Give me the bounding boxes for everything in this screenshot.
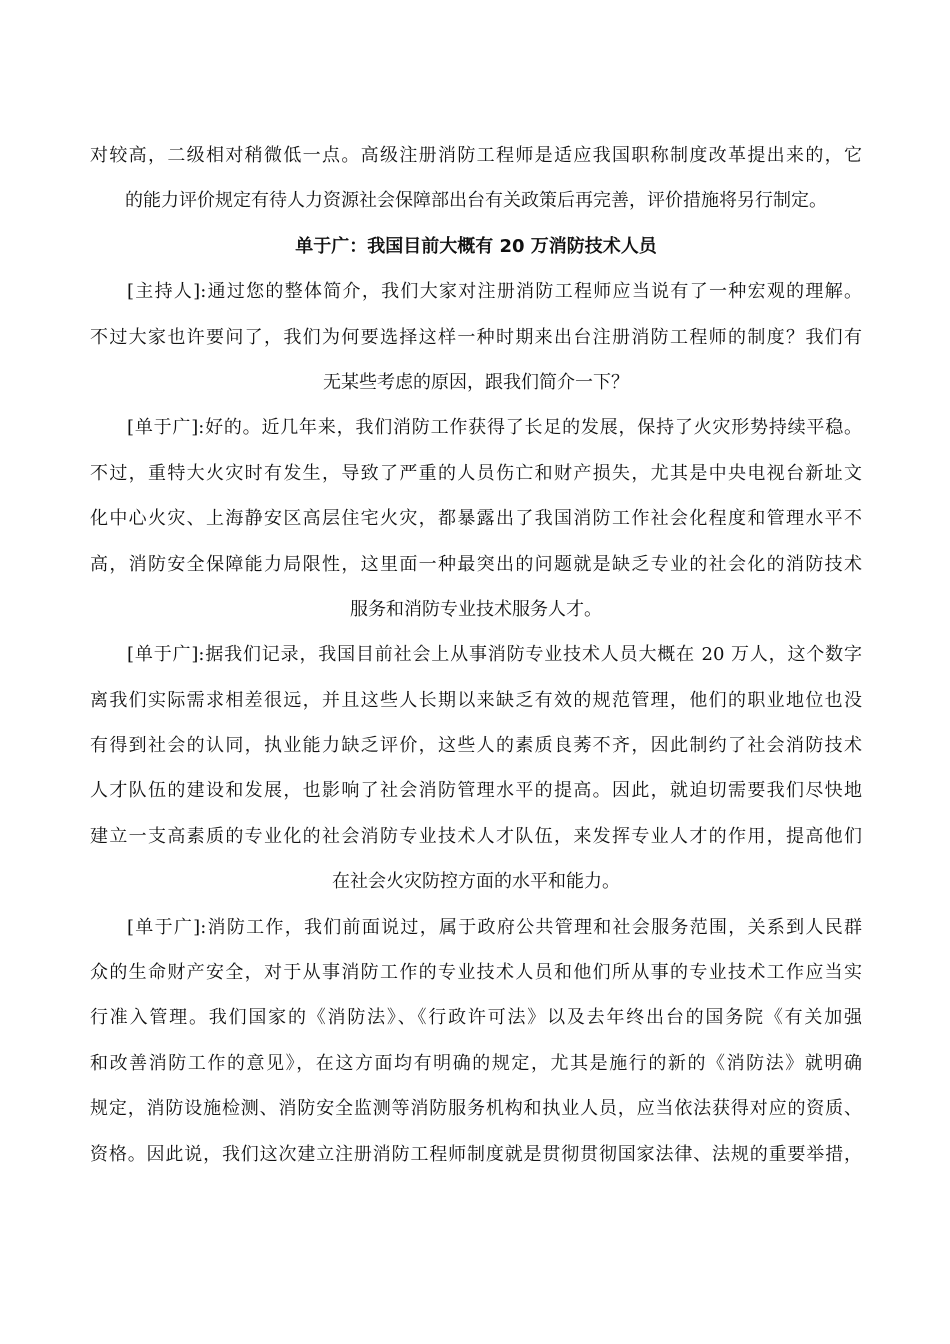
- text-line: [单于广]:据我们记录，我国目前社会上从事消防专业技术人员大概在 20 万人，这个数字: [127, 644, 862, 666]
- text-line: 离我们实际需求相差很远，并且这些人长期以来缺乏有效的规范管理，他们的职业地位也没: [90, 689, 862, 711]
- text-line: 人才队伍的建设和发展，也影响了社会消防管理水平的提高。因此，就迫切需要我们尽快地: [90, 780, 862, 802]
- text-line: [单于广]:消防工作，我们前面说过，属于政府公共管理和社会服务范围，关系到人民群: [127, 916, 862, 938]
- text-line: 化中心火灾、上海静安区高层住宅火灾，都暴露出了我国消防工作社会化程度和管理水平不: [90, 508, 862, 530]
- continuation-paragraph: [90, 138, 862, 229]
- paragraph-answer-3: [90, 910, 862, 1182]
- text-line: 不过大家也许要问了，我们为何要选择这样一种时期来出台注册消防工程师的制度？我们有: [90, 326, 862, 348]
- text-line: 规定，消防设施检测、消防安全监测等消防服务机构和执业人员，应当依法获得对应的资质、: [90, 1098, 862, 1120]
- text-line: 的能力评价规定有待人力资源社会保障部出台有关政策后再完善，评价措施将另行制定。: [125, 190, 827, 212]
- text-line: 服务和消防专业技术服务人才。: [350, 598, 602, 620]
- text-line: 在社会火灾防控方面的水平和能力。: [332, 871, 620, 893]
- text-line: 众的生命财产安全，对于从事消防工作的专业技术人员和他们所从事的专业技术工作应当实: [90, 962, 862, 984]
- text-line: 和改善消防工作的意见》，在这方面均有明确的规定，尤其是施行的新的《消防法》就明确: [90, 1052, 862, 1074]
- text-line: 建立一支高素质的专业化的社会消防专业技术人才队伍，来发挥专业人才的作用，提高他们: [90, 825, 862, 847]
- text-line: 无某些考虑的原因，跟我们简介一下？: [323, 371, 629, 393]
- text-line: 资格。因此说，我们这次建立注册消防工程师制度就是贯彻贯彻国家法律、法规的重要举措，: [90, 1143, 862, 1165]
- paragraph-answer-2: [90, 637, 862, 909]
- text-line: 对较高，二级相对稍微低一点。高级注册消防工程师是适应我国职称制度改革提出来的，它: [90, 145, 862, 166]
- text-line: 不过，重特大火灾时有发生，导致了严重的人员伤亡和财产损失，尤其是中央电视台新址文: [90, 462, 862, 484]
- section-heading: 单于广：我国目前大概有 20 万消防技术人员: [295, 235, 657, 257]
- text-line: 有得到社会的认同，执业能力缺乏评价，这些人的素质良莠不齐，因此制约了社会消防技术: [90, 735, 862, 757]
- paragraph-host-question: [90, 274, 862, 410]
- paragraph-answer-1: [90, 410, 862, 637]
- text-line: [单于广]:好的。近几年来，我们消防工作获得了长足的发展，保持了火灾形势持续平稳。: [127, 417, 862, 439]
- text-line: 高，消防安全保障能力局限性，这里面一种最突出的问题就是缺乏专业的社会化的消防技术: [90, 553, 862, 575]
- document-body: [90, 138, 862, 1182]
- text-line: [主持人]:通过您的整体简介，我们大家对注册消防工程师应当说有了一种宏观的理解。: [127, 281, 862, 303]
- text-line: 行准入管理。我们国家的《消防法》、《行政许可法》以及去年终出台的国务院《有关加强: [90, 1007, 862, 1029]
